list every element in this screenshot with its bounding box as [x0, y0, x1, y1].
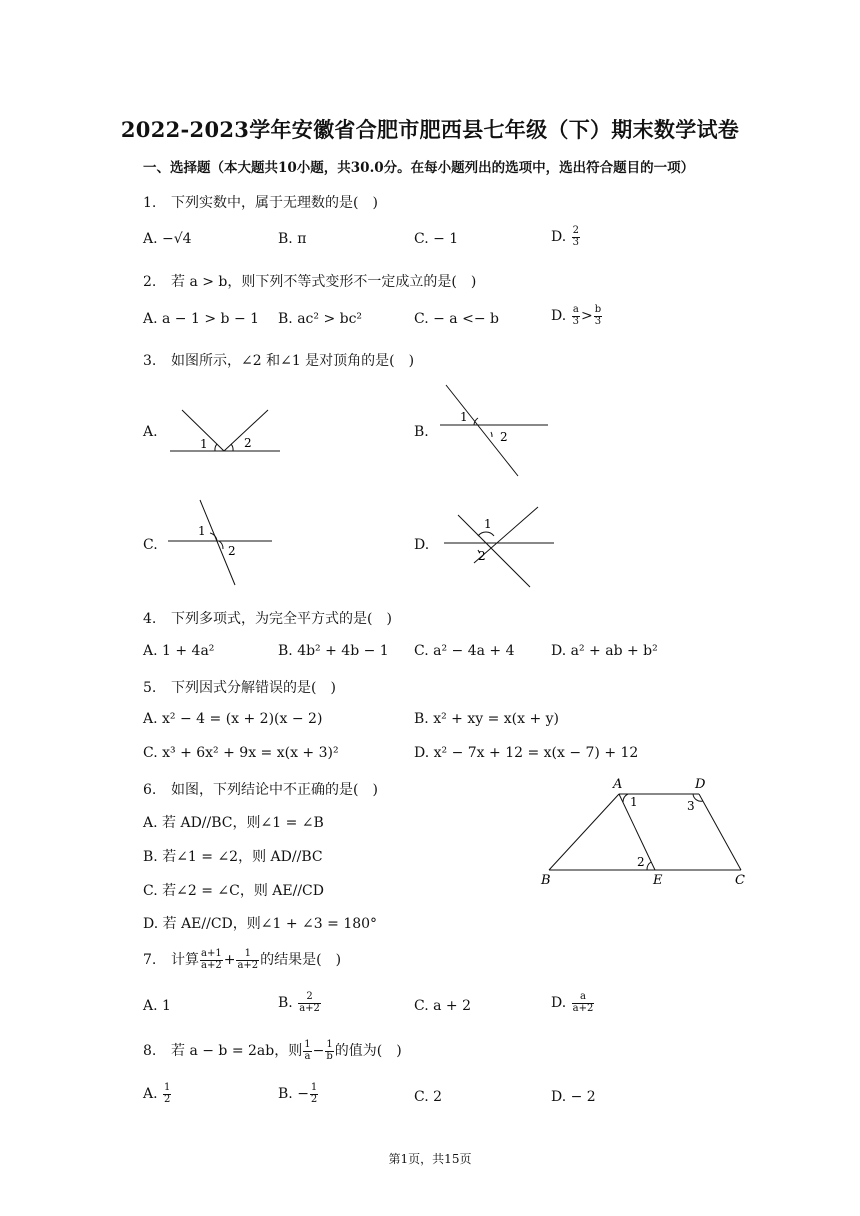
question-stem: 如图所示，∠2 和∠1 是对顶角的是( )	[171, 353, 415, 369]
question-8: 8. 若 a − b = 2ab，则 $\frac{1}{a}$ − $\frac{1}{b}$ 的值为( )	[143, 1039, 402, 1062]
option-c: C. 2	[414, 1089, 443, 1105]
vertex-label-e: E	[653, 873, 663, 888]
angle-label-1: 1	[198, 524, 206, 538]
figure-3b	[430, 380, 560, 480]
option-d: D. $\frac{a}{3}$ > $\frac{b}{3}$	[551, 304, 602, 327]
question-7: 7. 计算 $\frac{a+1}{a+2}$ + $\frac{1}{a+2}$ 的结果是( )	[143, 948, 342, 971]
angle-label-2: 2	[637, 855, 645, 869]
angle-label-2: 2	[478, 549, 486, 563]
option-b: B. 若∠1 = ∠2，则 AD//BC	[143, 849, 323, 865]
option-b: B. $\frac{2}{a+2}$	[278, 991, 320, 1014]
option-c: C. 若∠2 = ∠C，则 AE//CD	[143, 883, 324, 899]
question-stem: 若 a > b，则下列不等式变形不一定成立的是( )	[171, 274, 477, 290]
option-a: A. 若 AD//BC，则∠1 = ∠B	[143, 815, 324, 831]
option-d: D. − 2	[551, 1089, 596, 1105]
option-b: B. x² + xy = x(x + y)	[414, 711, 560, 727]
option-b: B. 4b² + 4b − 1	[278, 643, 389, 659]
question-4: 4. 下列多项式，为完全平方式的是( )	[143, 611, 392, 627]
vertex-label-a: A	[613, 777, 623, 792]
option-c: C. x³ + 6x² + 9x = x(x + 3)²	[143, 745, 339, 761]
angle-label-1: 1	[484, 517, 492, 531]
option-b: B. π	[278, 231, 307, 247]
angle-label-2: 2	[244, 436, 252, 450]
vertex-label-b: B	[541, 873, 551, 888]
option-d: D. x² − 7x + 12 = x(x − 7) + 12	[414, 745, 639, 761]
page-title: 2022-2023学年安徽省合肥市肥西县七年级（下）期末数学试卷	[120, 117, 740, 142]
figure-3d	[440, 505, 560, 595]
option-b: B. − $\frac{1}{2}$	[278, 1082, 318, 1105]
option-d: D. a² + ab + b²	[551, 643, 658, 659]
option-a: A. a − 1 > b − 1	[143, 311, 260, 327]
question-6: 6. 如图，下列结论中不正确的是( )	[143, 782, 378, 798]
question-3: 3. 如图所示，∠2 和∠1 是对顶角的是( )	[143, 353, 415, 369]
question-stem: 下列因式分解错误的是( )	[171, 680, 336, 696]
vertex-label-d: D	[695, 777, 706, 792]
question-1: 1. 下列实数中，属于无理数的是( )	[143, 195, 378, 211]
question-2: 2. 若 a > b，则下列不等式变形不一定成立的是( )	[143, 274, 477, 290]
figure-6	[535, 772, 755, 892]
section-heading: 一、选择题（本大题共10小题，共30.0分。在每小题列出的选项中，选出符合题目的一项）	[143, 160, 695, 176]
option-c: C. − 1	[414, 231, 459, 247]
option-b: B.	[414, 424, 429, 440]
option-d: D. $\frac{a}{a+2}$	[551, 991, 594, 1014]
option-c: C. a + 2	[414, 998, 471, 1014]
option-a: A. 1	[143, 998, 171, 1014]
question-stem: 下列实数中，属于无理数的是( )	[171, 195, 378, 211]
option-a: A. $\frac{1}{2}$	[143, 1082, 171, 1105]
option-a: A.	[143, 424, 158, 440]
question-5: 5. 下列因式分解错误的是( )	[143, 680, 336, 696]
angle-label-2: 2	[500, 430, 508, 444]
vertex-label-c: C	[735, 873, 745, 888]
figure-3a	[160, 400, 290, 460]
option-c: C. a² − 4a + 4	[414, 643, 515, 659]
option-d: D. $\frac{2}{3}$	[551, 225, 580, 248]
question-stem: 如图，下列结论中不正确的是( )	[171, 782, 378, 798]
figure-3c	[160, 495, 280, 590]
angle-label-1: 1	[200, 437, 208, 451]
angle-label-1: 1	[630, 795, 638, 809]
option-a: A. x² − 4 = (x + 2)(x − 2)	[143, 711, 323, 727]
option-d: D. 若 AE//CD，则∠1 + ∠3 = 180°	[143, 916, 378, 932]
option-c: C. − a <− b	[414, 311, 499, 327]
option-a: A. 1 + 4a²	[143, 643, 215, 659]
option-b: B. ac² > bc²	[278, 311, 363, 327]
question-stem: 下列多项式，为完全平方式的是( )	[171, 611, 392, 627]
option-d: D.	[414, 537, 430, 553]
option-a: A. −√4	[143, 231, 192, 247]
angle-label-2: 2	[228, 544, 236, 558]
option-c: C.	[143, 537, 158, 553]
page-footer: 第1页，共15页	[388, 1152, 472, 1166]
angle-label-1: 1	[460, 410, 468, 424]
angle-label-3: 3	[687, 799, 695, 813]
